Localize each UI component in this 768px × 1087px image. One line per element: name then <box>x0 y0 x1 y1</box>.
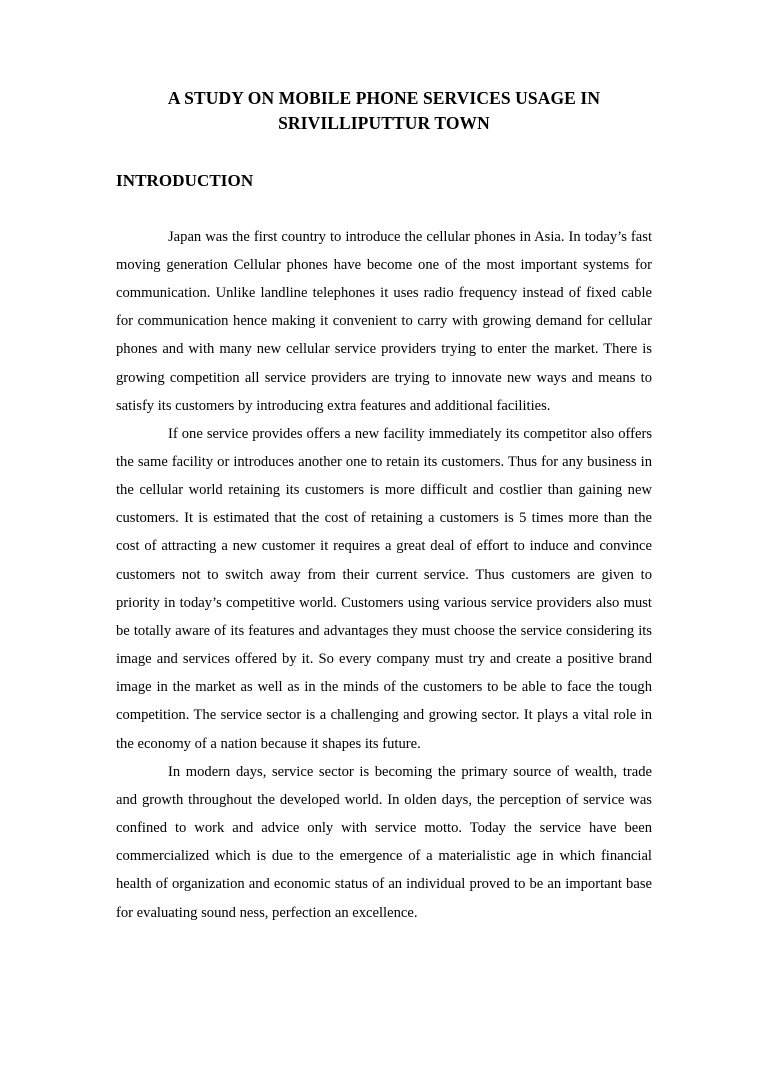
paragraph-2: If one service provides offers a new facility immediately its competitor also offers the same facility or introduces another one to retain its customers. Thus for any business in the cellular world retaining its customers is more difficult and costlier than gaining new customers. It is estimated that the cost of retaining a customers is 5 times more than the cost of attracting a new customer it requires a great deal of effort to induce and convince customers not to switch away from their current service. Thus customers are given to priority in today’s competitive world. Customers using various service providers also must be totally aware of its features and advantages they must choose the service considering its image and services offered by it. So every company must try and create a positive brand image in the market as well as in the minds of the customers to be able to face the tough competition. The service sector is a challenging and growing sector. It plays a vital role in the economy of a nation because it shapes its future. <box>116 425 652 752</box>
paragraph-3: In modern days, service sector is becoming the primary source of wealth, trade and growth throughout the developed world. In olden days, the perception of service was confined to work and advice only with service motto. Today the service have been commercialized which is due to the emergence of a materialistic age in which financial health of organization and economic status of an individual proved to be an important base for evaluating sound ness, perfection an excellence. <box>116 763 652 921</box>
section-heading-introduction: INTRODUCTION <box>116 170 254 190</box>
page-title: A STUDY ON MOBILE PHONE SERVICES USAGE IN SRIVILLIPUTTUR TOWN <box>167 88 601 134</box>
paragraph-1: Japan was the first country to introduce the cellular phones in Asia. In today’s fast moving generation Cellular phones have become one of the most important systems for communication. Unlike landline telephones it uses radio frequency instead of fixed cable for communication hence making it convenient to carry with growing demand for cellular phones and with many new cellular service providers trying to enter the market. There is growing competition all service providers are trying to innovate new ways and means to satisfy its customers by introducing extra features and additional facilities. <box>116 228 652 414</box>
